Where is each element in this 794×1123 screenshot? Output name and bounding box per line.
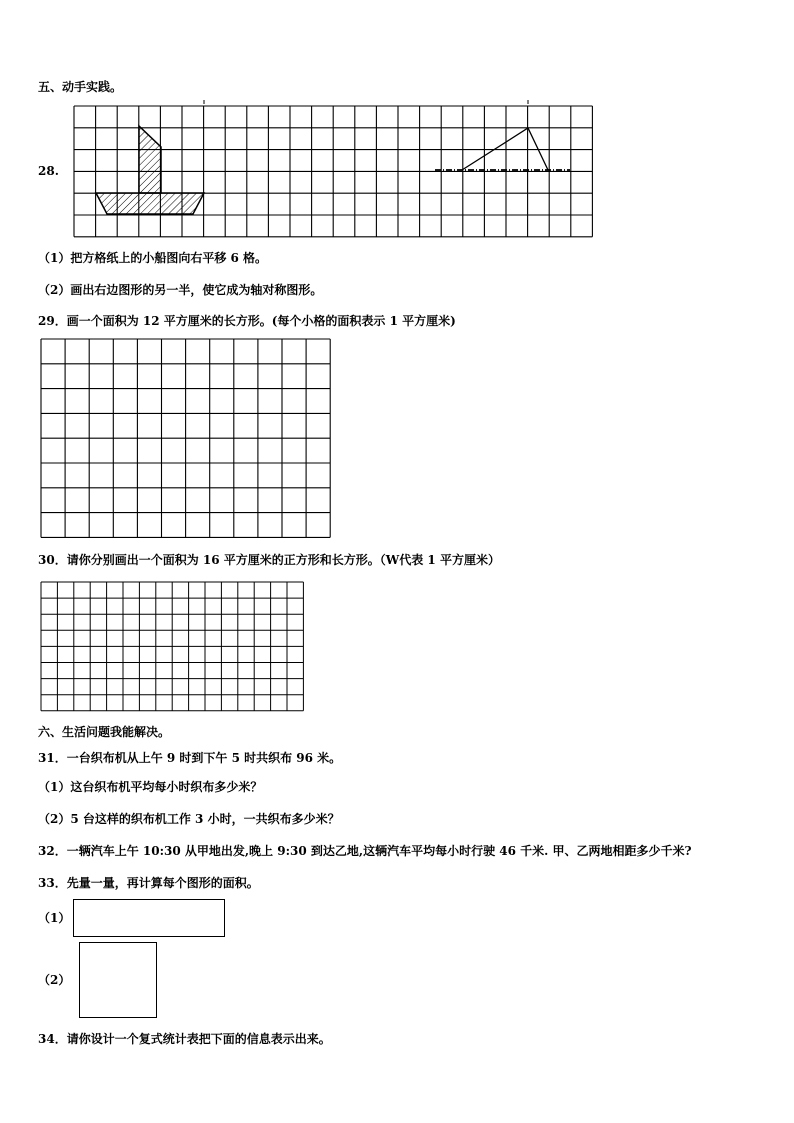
- section-5-title: 五、动手实践。: [38, 80, 123, 94]
- q31-sub1: （1）这台织布机平均每小时织布多少米？: [38, 780, 263, 794]
- q33-text: 33．先量一量，再计算每个图形的面积。: [38, 876, 259, 890]
- boat-sail: [139, 126, 161, 193]
- q28-sub1: （1）把方格纸上的小船图向右平移 6 格。: [38, 251, 268, 265]
- q29-text: 29．画一个面积为 12 平方厘米的长方形。(每个小格的面积表示 1 平方厘米): [38, 314, 456, 328]
- q30-grid: [40, 581, 305, 713]
- q33-square: [79, 942, 157, 1018]
- q28-number: 28.: [38, 164, 59, 178]
- q33-label-2: （2）: [38, 973, 71, 987]
- q33-label-1: （1）: [38, 911, 71, 925]
- q33-rectangle: [73, 899, 225, 937]
- q31-sub2: （2）5 台这样的织布机工作 3 小时，一共织布多少米？: [38, 812, 340, 826]
- q31-text: 31．一台织布机从上午 9 时到下午 5 时共织布 96 米。: [38, 751, 342, 765]
- q29-grid: [40, 338, 332, 540]
- q32-text: 32．一辆汽车上午 10:30 从甲地出发,晚上 9:30 到达乙地,这辆汽车平均每小时行驶 46 千米. 甲、乙两地相距多少千米?: [38, 844, 692, 858]
- q34-text: 34．请你设计一个复式统计表把下面的信息表示出来。: [38, 1032, 331, 1046]
- section-6-title: 六、生活问题我能解决。: [38, 725, 171, 739]
- q30-text: 30．请你分别画出一个面积为 16 平方厘米的正方形和长方形。（W代表 1 平方厘米）: [38, 553, 500, 567]
- q28-grid: [70, 100, 594, 240]
- boat-hull: [96, 193, 204, 214]
- half-triangle-figure: [462, 128, 548, 170]
- q28-sub2: （2）画出右边图形的另一半，使它成为轴对称图形。: [38, 283, 323, 297]
